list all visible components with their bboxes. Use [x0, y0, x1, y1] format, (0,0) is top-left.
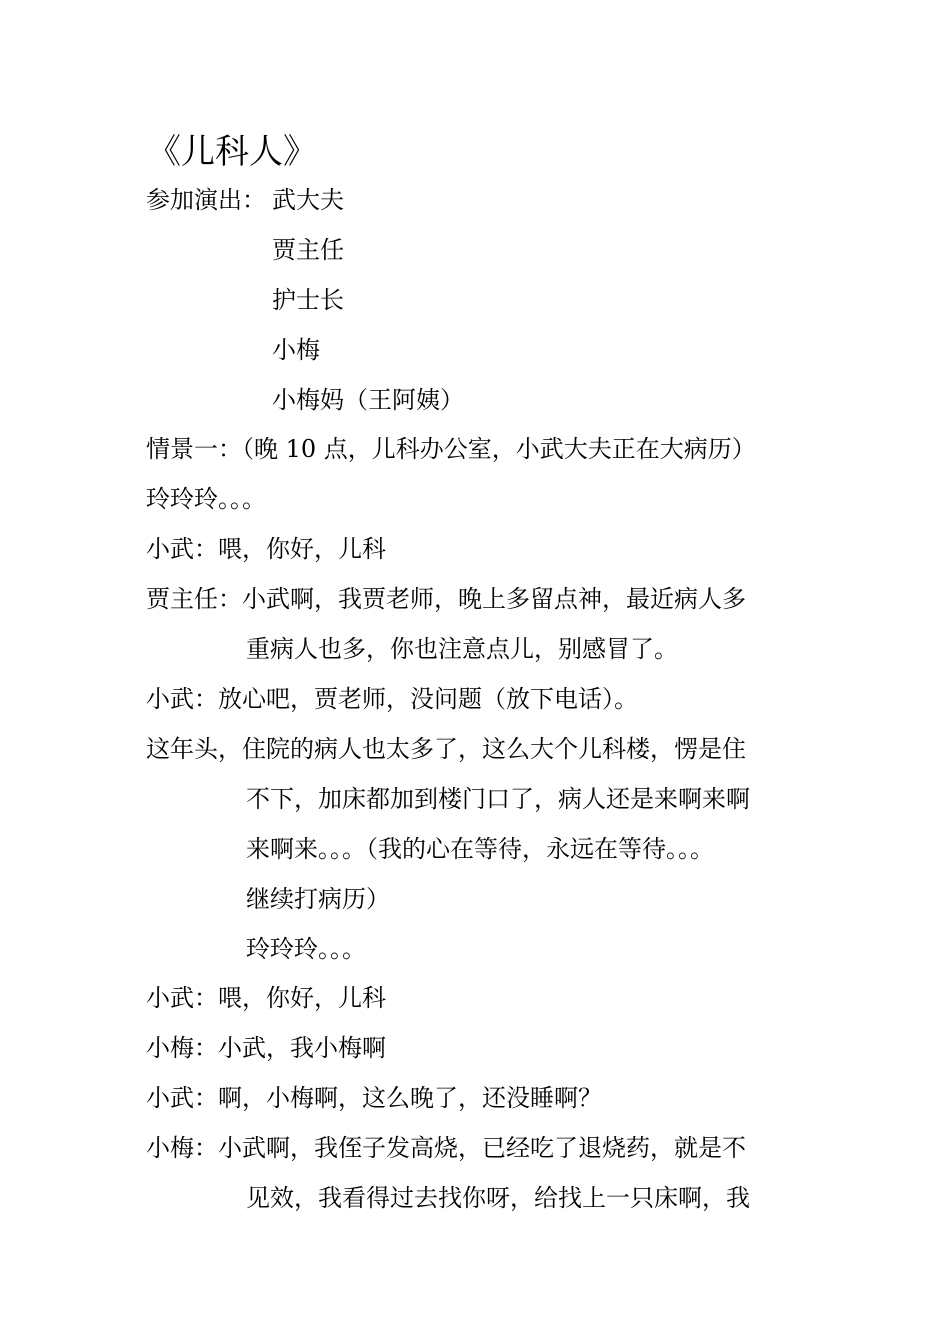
script-line: 玲玲玲。。。 — [246, 935, 366, 963]
script-line: 小武：啊，小梅啊，这么晚了，还没睡啊？ — [146, 1084, 602, 1112]
script-line: 不下，加床都加到楼门口了，病人还是来啊来啊 — [246, 785, 750, 813]
script-line: 小武：放心吧，贾老师，没问题（放下电话）。 — [146, 685, 638, 713]
script-line: 继续打病历） — [246, 885, 390, 913]
script-line: 这年头，住院的病人也太多了，这么大个儿科楼，愣是住 — [146, 735, 746, 763]
cast-member: 武大夫 — [272, 186, 344, 214]
scene-label: 情景一： — [146, 435, 242, 463]
cast-label: 参加演出： — [146, 186, 266, 214]
cast-member: 小梅妈（王阿姨） — [272, 386, 464, 414]
cast-member: 贾主任 — [272, 236, 344, 264]
script-line: 重病人也多，你也注意点儿，别感冒了。 — [246, 635, 678, 663]
script-line: 来啊来。。。（我的心在等待，永远在等待。。。 — [246, 835, 714, 863]
script-line: 小武：喂，你好，儿科 — [146, 535, 386, 563]
scene-heading — [146, 432, 756, 466]
script-line: 见效，我看得过去找你呀，给找上一只床啊，我 — [246, 1184, 750, 1212]
cast-member: 小梅 — [272, 336, 320, 364]
script-line: 玲玲玲。。。 — [146, 485, 266, 513]
stage-direction: （晚 10 点，儿科办公室，小武大夫正在大病历） — [242, 435, 756, 463]
script-line: 贾主任：小武啊，我贾老师，晚上多留点神，最近病人多 — [146, 585, 746, 613]
script-line: 小梅：小武，我小梅啊 — [146, 1034, 386, 1062]
script-line: 小梅：小武啊，我侄子发高烧，已经吃了退烧药，就是不 — [146, 1134, 746, 1162]
script-line: 小武：喂，你好，儿科 — [146, 984, 386, 1012]
cast-member: 护士长 — [272, 286, 344, 314]
document-title: 《儿科人》 — [147, 132, 317, 172]
